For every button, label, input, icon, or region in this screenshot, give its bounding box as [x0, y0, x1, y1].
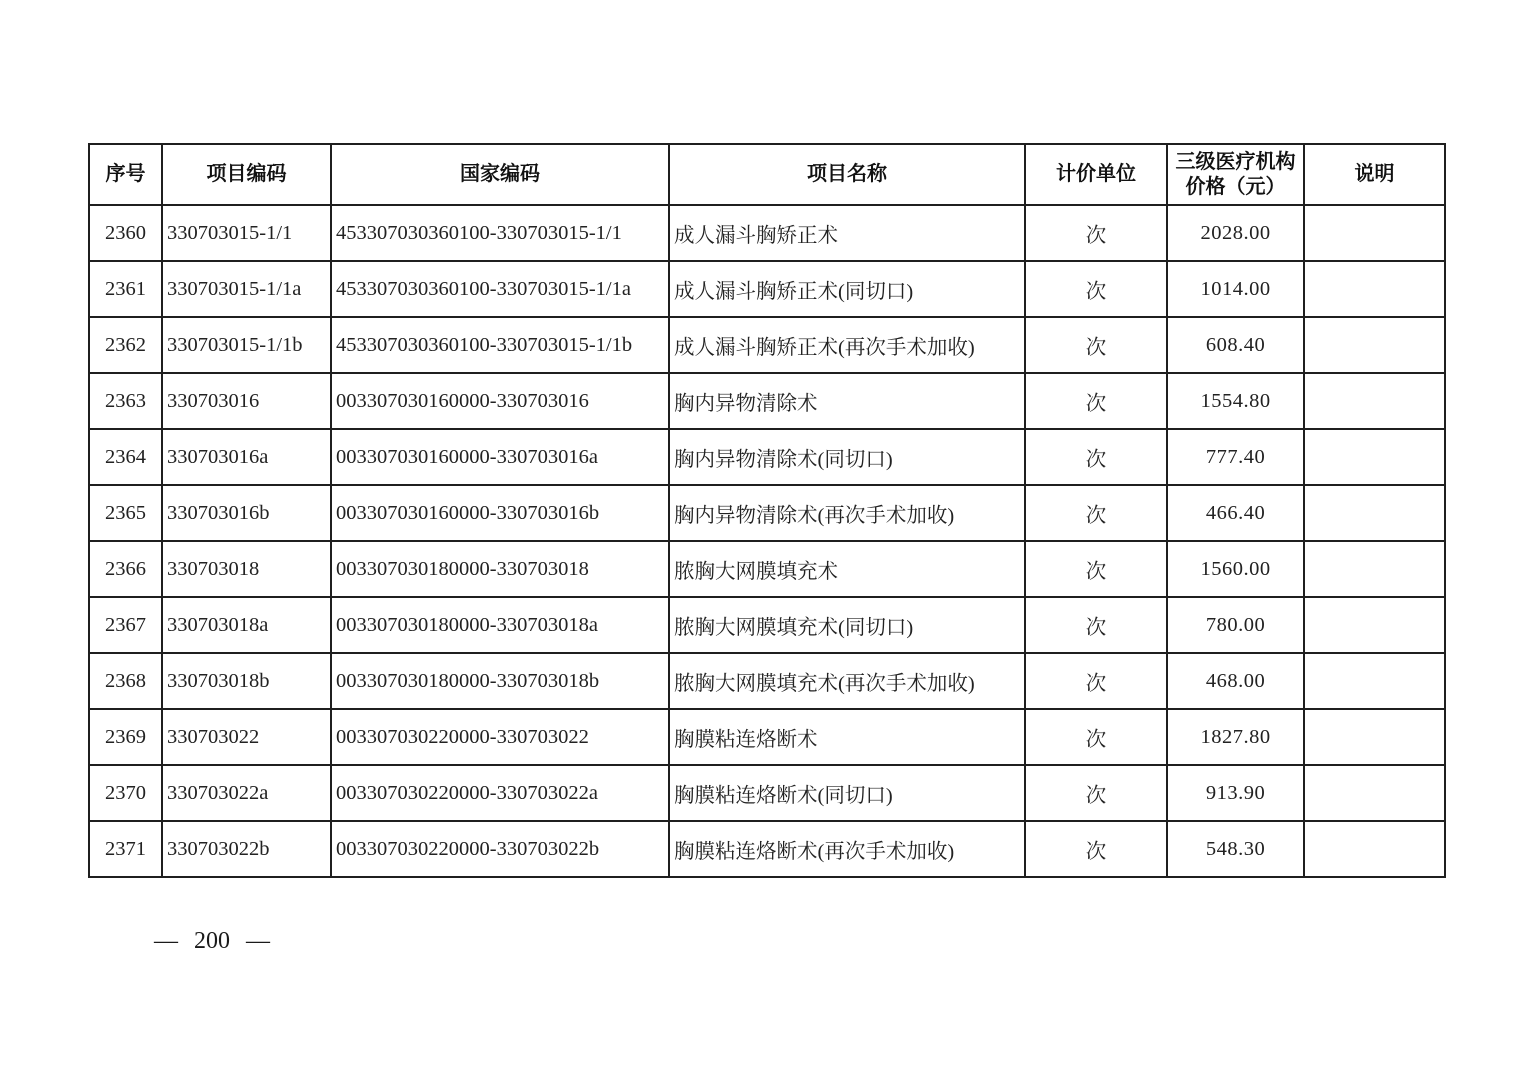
- cell-item-code: 330703015-1/1: [162, 205, 331, 261]
- table-row: [89, 205, 1445, 261]
- cell-item-code: 330703016b: [162, 485, 331, 541]
- table-row: [89, 261, 1445, 317]
- cell-national-code: 003307030220000-330703022a: [331, 765, 669, 821]
- price-header-line2: 价格（元）: [1185, 175, 1286, 198]
- table-header-row: [89, 144, 1445, 205]
- cell-item-code: 330703015-1/1a: [162, 261, 331, 317]
- cell-unit: 次: [1025, 765, 1167, 821]
- price-header-line1: 三级医疗机构: [1175, 150, 1296, 173]
- cell-item-name: 胸膜粘连烙断术(再次手术加收): [669, 821, 1025, 877]
- cell-unit: 次: [1025, 261, 1167, 317]
- cell-seq: 2364: [89, 429, 162, 485]
- table-row: [89, 765, 1445, 821]
- cell-unit: 次: [1025, 821, 1167, 877]
- cell-price: 1554.80: [1167, 373, 1304, 429]
- cell-unit: 次: [1025, 429, 1167, 485]
- cell-national-code: 453307030360100-330703015-1/1b: [331, 317, 669, 373]
- cell-national-code: 003307030220000-330703022b: [331, 821, 669, 877]
- cell-item-code: 330703016: [162, 373, 331, 429]
- cell-note: [1304, 765, 1445, 821]
- page-number: — 200 —: [154, 928, 270, 954]
- cell-national-code: 003307030180000-330703018b: [331, 653, 669, 709]
- column-header-note: 说明: [1304, 144, 1445, 205]
- cell-item-name: 脓胸大网膜填充术: [669, 541, 1025, 597]
- cell-note: [1304, 205, 1445, 261]
- cell-item-name: 胸膜粘连烙断术: [669, 709, 1025, 765]
- table-row: [89, 653, 1445, 709]
- table-row: [89, 317, 1445, 373]
- cell-price: 468.00: [1167, 653, 1304, 709]
- cell-price: 1827.80: [1167, 709, 1304, 765]
- cell-unit: 次: [1025, 205, 1167, 261]
- cell-seq: 2369: [89, 709, 162, 765]
- table-row: [89, 597, 1445, 653]
- column-header-national-code: 国家编码: [331, 144, 669, 205]
- cell-price: 1560.00: [1167, 541, 1304, 597]
- cell-seq: 2370: [89, 765, 162, 821]
- cell-note: [1304, 429, 1445, 485]
- cell-price: 777.40: [1167, 429, 1304, 485]
- cell-seq: 2368: [89, 653, 162, 709]
- cell-national-code: 003307030180000-330703018: [331, 541, 669, 597]
- cell-item-name: 胸内异物清除术(同切口): [669, 429, 1025, 485]
- cell-seq: 2367: [89, 597, 162, 653]
- cell-item-code: 330703022: [162, 709, 331, 765]
- cell-unit: 次: [1025, 317, 1167, 373]
- cell-national-code: 003307030220000-330703022: [331, 709, 669, 765]
- cell-unit: 次: [1025, 541, 1167, 597]
- column-header-item-name: 项目名称: [669, 144, 1025, 205]
- cell-seq: 2361: [89, 261, 162, 317]
- cell-item-name: 成人漏斗胸矫正术: [669, 205, 1025, 261]
- cell-national-code: 003307030160000-330703016a: [331, 429, 669, 485]
- table-row: [89, 541, 1445, 597]
- column-header-price: [1167, 144, 1304, 205]
- cell-unit: 次: [1025, 653, 1167, 709]
- cell-note: [1304, 317, 1445, 373]
- cell-seq: 2363: [89, 373, 162, 429]
- medical-price-table: [88, 143, 1446, 878]
- column-header-seq: 序号: [89, 144, 162, 205]
- cell-item-name: 胸内异物清除术(再次手术加收): [669, 485, 1025, 541]
- table-row: [89, 709, 1445, 765]
- cell-seq: 2360: [89, 205, 162, 261]
- cell-price: 548.30: [1167, 821, 1304, 877]
- cell-national-code: 003307030160000-330703016b: [331, 485, 669, 541]
- cell-item-name: 脓胸大网膜填充术(同切口): [669, 597, 1025, 653]
- cell-item-code: 330703018b: [162, 653, 331, 709]
- cell-item-code: 330703015-1/1b: [162, 317, 331, 373]
- cell-unit: 次: [1025, 373, 1167, 429]
- column-header-unit: 计价单位: [1025, 144, 1167, 205]
- column-header-item-code: 项目编码: [162, 144, 331, 205]
- cell-price: 466.40: [1167, 485, 1304, 541]
- cell-item-code: 330703016a: [162, 429, 331, 485]
- cell-price: 1014.00: [1167, 261, 1304, 317]
- cell-unit: 次: [1025, 709, 1167, 765]
- cell-item-name: 胸内异物清除术: [669, 373, 1025, 429]
- cell-item-name: 脓胸大网膜填充术(再次手术加收): [669, 653, 1025, 709]
- cell-seq: 2362: [89, 317, 162, 373]
- cell-unit: 次: [1025, 597, 1167, 653]
- cell-seq: 2366: [89, 541, 162, 597]
- table-row: [89, 373, 1445, 429]
- cell-note: [1304, 709, 1445, 765]
- cell-national-code: 453307030360100-330703015-1/1: [331, 205, 669, 261]
- table-row: [89, 821, 1445, 877]
- cell-note: [1304, 597, 1445, 653]
- cell-unit: 次: [1025, 485, 1167, 541]
- cell-item-name: 成人漏斗胸矫正术(同切口): [669, 261, 1025, 317]
- table-row: [89, 485, 1445, 541]
- cell-item-code: 330703022b: [162, 821, 331, 877]
- cell-note: [1304, 373, 1445, 429]
- cell-item-code: 330703018a: [162, 597, 331, 653]
- cell-price: 913.90: [1167, 765, 1304, 821]
- cell-item-name: 胸膜粘连烙断术(同切口): [669, 765, 1025, 821]
- cell-item-name: 成人漏斗胸矫正术(再次手术加收): [669, 317, 1025, 373]
- cell-note: [1304, 541, 1445, 597]
- cell-price: 608.40: [1167, 317, 1304, 373]
- cell-note: [1304, 821, 1445, 877]
- cell-seq: 2365: [89, 485, 162, 541]
- cell-national-code: 003307030160000-330703016: [331, 373, 669, 429]
- cell-price: 2028.00: [1167, 205, 1304, 261]
- cell-national-code: 453307030360100-330703015-1/1a: [331, 261, 669, 317]
- cell-price: 780.00: [1167, 597, 1304, 653]
- cell-seq: 2371: [89, 821, 162, 877]
- cell-note: [1304, 261, 1445, 317]
- cell-item-code: 330703018: [162, 541, 331, 597]
- table-row: [89, 429, 1445, 485]
- cell-note: [1304, 653, 1445, 709]
- cell-note: [1304, 485, 1445, 541]
- cell-item-code: 330703022a: [162, 765, 331, 821]
- cell-national-code: 003307030180000-330703018a: [331, 597, 669, 653]
